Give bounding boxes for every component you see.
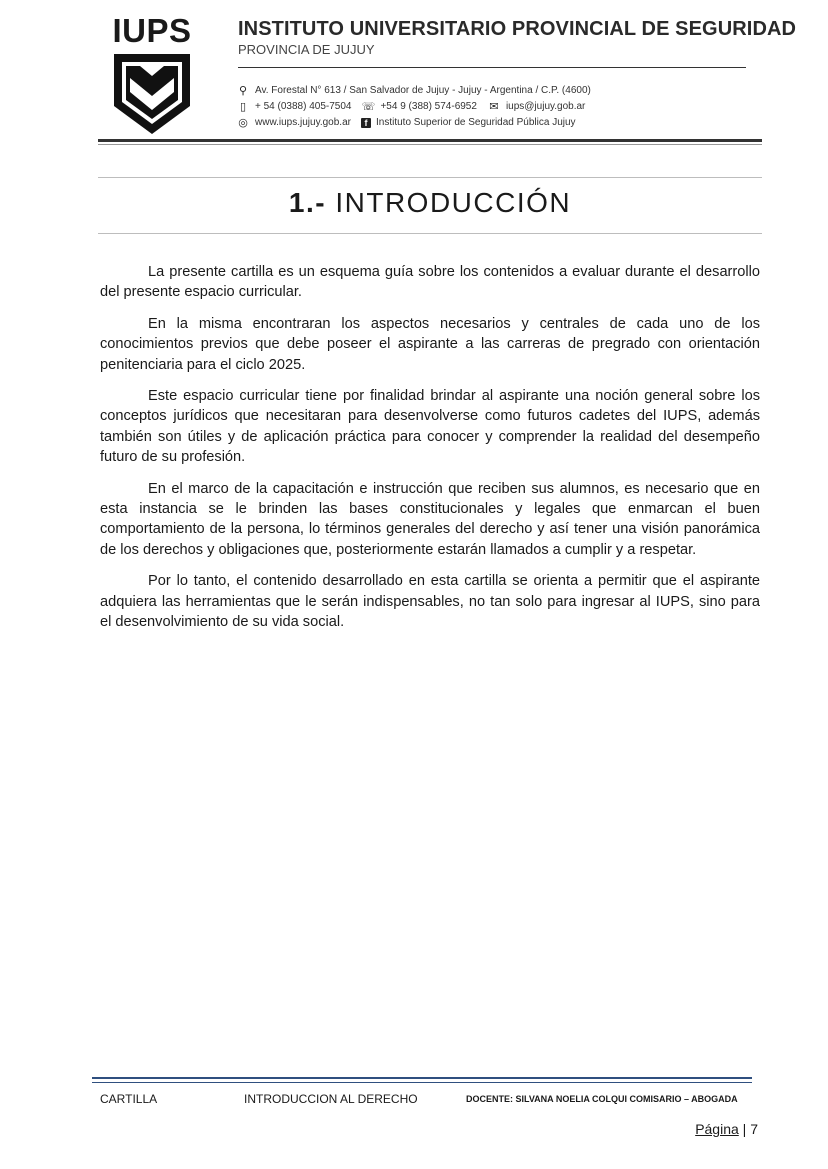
facebook-icon: f (361, 118, 371, 128)
header-bottom-rule-thin (98, 144, 762, 145)
mobile-phone-icon: ▯ (239, 101, 247, 113)
location-pin-icon: ⚲ (238, 85, 248, 97)
title-bottom-rule (98, 233, 762, 234)
email-link[interactable]: iups@jujuy.gob.ar (505, 101, 586, 112)
page-number: 7 (750, 1121, 758, 1137)
page-label: Página (695, 1121, 739, 1137)
paragraph-4: En el marco de la capacitación e instrucción que reciben sus alumnos, es necesario que en esta instancia se le brinden las bases constitucionales y legales que enmarcan el buen comportamiento de la persona, lo términos generales del derecho y así tener una visión panorámica de los derechos y obligaciones que, posteriormente estarán llamados a cumplir y a respetar. (100, 480, 760, 558)
contact-phones (236, 100, 585, 113)
iups-logo (110, 14, 194, 136)
document-body (100, 262, 760, 644)
institution-province: PROVINCIA DE JUJUY (238, 42, 375, 57)
contact-web (236, 116, 576, 129)
title-top-rule (98, 177, 762, 178)
footer-right: DOCENTE: SILVANA NOELIA COLQUI COMISARIO – ABOGADA (466, 1094, 738, 1104)
envelope-icon: ✉ (489, 101, 499, 113)
footer-rule-thin (92, 1082, 752, 1083)
globe-icon: ◎ (238, 117, 248, 129)
phone-text: + 54 (0388) 405-7504 (255, 101, 352, 112)
header-bottom-rule (98, 139, 762, 142)
section-number: 1.- (288, 187, 327, 218)
header-divider (238, 67, 746, 68)
page-separator: | (742, 1121, 747, 1137)
contact-address (236, 84, 591, 97)
paragraph-1: La presente cartilla es un esquema guía sobre los contenidos a evaluar durante el desarrollo del presente espacio curricular. (100, 264, 760, 301)
paragraph-5: Por lo tanto, el contenido desarrollado en esta cartilla se orienta a permitir que el aspirante adquiera las herramientas que le serán indispensables, no tan solo para ingresar al IUPS, sino para el desenvolvimiento de su vida social. (100, 573, 760, 631)
facebook-text: Instituto Superior de Seguridad Pública Jujuy (375, 117, 576, 128)
logo-text: IUPS (112, 12, 192, 49)
shield-emblem-icon (110, 52, 194, 136)
footer-left: CARTILLA (100, 1092, 158, 1106)
paragraph-2: En la misma encontraran los aspectos necesarios y centrales de cada uno de los conocimientos previos que debe poseer el aspirante a las carreras de pregrado con orientación penitenciaria para el ciclo 2025. (100, 315, 760, 373)
section-title-text: INTRODUCCIÓN (335, 187, 572, 218)
footer-rule-thick (92, 1077, 752, 1079)
footer-center: INTRODUCCION AL DERECHO (244, 1092, 418, 1106)
section-title (98, 187, 762, 219)
whatsapp-text: +54 9 (388) 574-6952 (380, 101, 477, 112)
page-number-block (695, 1121, 758, 1137)
paragraph-3: Este espacio curricular tiene por finalidad brindar al aspirante una noción general sobre los conceptos jurídicos que necesitaran para desenvolverse como futuros cadetes del IUPS, además también son útiles y de aplicación práctica para conocer y comprender la realidad del desempeño futuro de su profesión. (100, 388, 760, 466)
address-text: Av. Forestal N° 613 / San Salvador de Jujuy - Jujuy - Argentina / C.P. (4600) (255, 85, 591, 96)
website-link[interactable]: www.iups.jujuy.gob.ar (255, 117, 351, 128)
institution-name: INSTITUTO UNIVERSITARIO PROVINCIAL DE SEGURIDAD (238, 18, 797, 40)
whatsapp-icon: ☏ (361, 101, 376, 113)
